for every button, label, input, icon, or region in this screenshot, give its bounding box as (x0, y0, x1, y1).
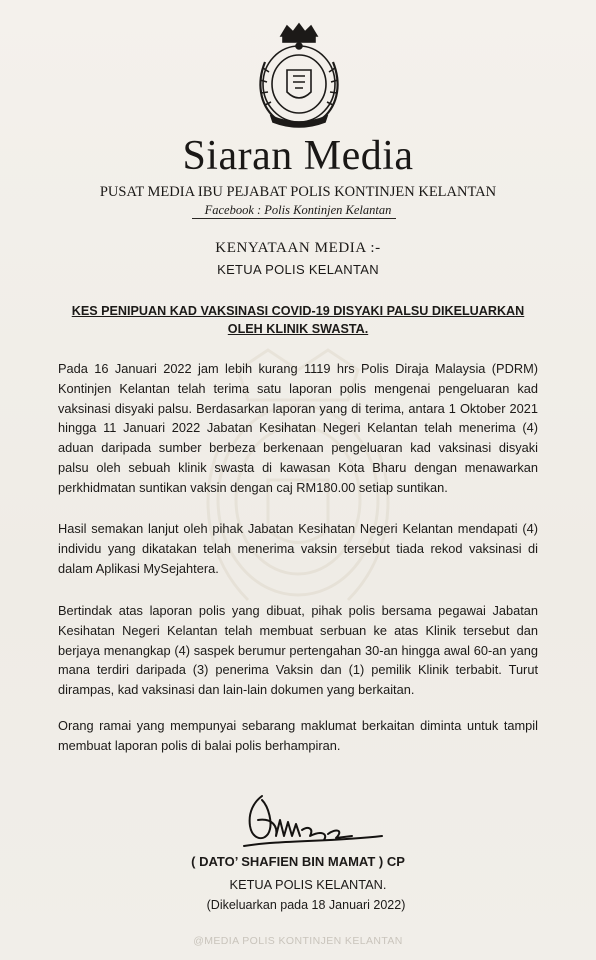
organization-name: PUSAT MEDIA IBU PEJABAT POLIS KONTINJEN KELANTAN (99, 184, 497, 200)
header-divider (192, 218, 396, 219)
watermark-credit: @MEDIA POLIS KONTINJEN KELANTAN (193, 935, 403, 947)
body-paragraph-3: Bertindak atas laporan polis yang dibuat, pihak polis bersama pegawai Jabatan Kesihatan Negeri Kelantan telah membuat serbuan ke atas Klinik tersebut dan berjaya menangkap (4) saspek berumur pertengahan 30-an hingga awal 60-an yang mana terdiri daripada (3) penerima Vaksin dan (1) pemilik Klinik terbabit. Turut dirampas, kad vaksinasi dan lain-lain dokumen yang berkaitan. (58, 603, 538, 698)
page-title: Siaran Media (182, 133, 414, 179)
headline (0, 302, 596, 338)
signatory-open-paren: ( (191, 854, 196, 869)
body-paragraph-2: Hasil semakan lanjut oleh pihak Jabatan Kesihatan Negeri Kelantan mendapati (4) individu yang dikatakan telah menerima vaksin tersebut tiada rekod vaksinasi di dalam Aplikasi MySejahtera. (58, 521, 538, 576)
headline-line-2: OLEH KLINIK SWASTA. (227, 322, 369, 336)
headline-line-1: KES PENIPUAN KAD VAKSINASI COVID-19 DISYAKI PALSU DIKELUARKAN (71, 304, 525, 318)
statement-issuer: KETUA POLIS KELANTAN (217, 262, 379, 277)
signatory-name (0, 854, 596, 869)
facebook-handle: Facebook : Polis Kontinjen Kelantan (204, 203, 392, 217)
police-crest-icon (253, 22, 345, 128)
handwritten-signature-icon (232, 790, 392, 852)
signatory-rank: ) CP (378, 854, 405, 869)
statement-label: KENYATAAN MEDIA :- (215, 240, 381, 256)
body-paragraph-1: Pada 16 Januari 2022 jam lebih kurang 1119 hrs Polis Diraja Malaysia (PDRM) Kontinjen Kelantan telah terima satu laporan polis mengenai pengeluaran kad vaksinasi disyaki palsu. Berdasarkan laporan yang di terima, antara 1 Oktober 2021 hingga 11 Januari 2022 Jabatan Kesihatan Negeri Kelantan telah menerima (4) aduan daripada sumber berbeza berkenaan pengeluaran kad vaksinasi disyaki palsu oleh sebuah klinik swasta di kawasan Kota Bharu dengan menawarkan perkhidmatan suntikan vaksin dengan caj RM180.00 setiap suntikan. (58, 361, 538, 495)
body-paragraph-4: Orang ramai yang mempunyai sebarang maklumat berkaitan diminta untuk tampil membuat laporan polis di balai polis berhampiran. (58, 718, 538, 753)
signatory-title: KETUA POLIS KELANTAN. (229, 877, 387, 892)
signatory-full-name: DATO’ SHAFIEN BIN MAMAT (199, 854, 376, 869)
issue-date: (Dikeluarkan pada 18 Januari 2022) (206, 898, 406, 912)
